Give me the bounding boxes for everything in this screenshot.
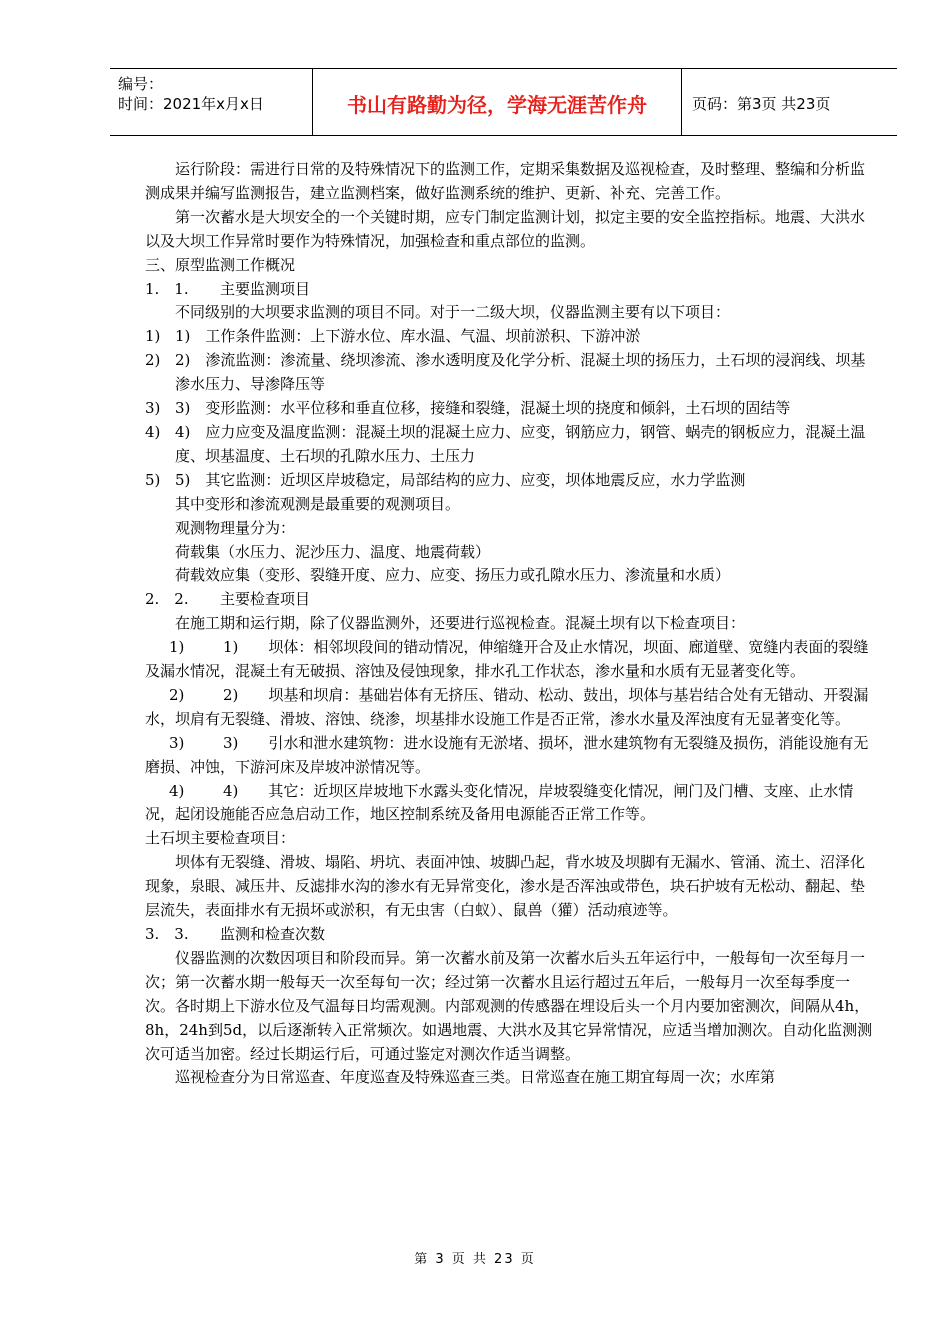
header-meta: [118, 74, 264, 114]
paragraph: 在施工期和运行期，除了仪器监测外，还要进行巡视检查。混凝土坝有以下检查项目：: [175, 614, 746, 633]
check-item-number: 3): [169, 733, 185, 752]
subsection-heading: [145, 923, 875, 947]
list-item-text: 5) 其它监测：近坝区岸坡稳定，局部结构的应力、应变，坝体地震反应，水力学监测: [175, 470, 746, 489]
subsection-heading: [145, 278, 875, 302]
subsection-number: 2. 2.: [145, 590, 189, 609]
paragraph: 荷载效应集（变形、裂缝开度、应力、应变、扬压力或孔隙水压力、渗流量和水质）: [175, 566, 731, 585]
subsection-title: 主要检查项目: [205, 590, 311, 609]
subsection-number: 1. 1.: [145, 279, 189, 298]
paragraph: 观测物理量分为：: [175, 518, 296, 537]
paragraph: 土石坝主要检查项目：: [145, 829, 296, 848]
subsection-number: 3. 3.: [145, 925, 189, 943]
check-item: [145, 684, 875, 732]
list-item-number: 1): [145, 327, 161, 346]
paragraph: 荷载集（水压力、泥沙压力、温度、地震荷载）: [175, 542, 491, 561]
header-table: [110, 68, 897, 136]
list-item-text: 3) 变形监测：水平位移和垂直位移，接缝和裂缝，混凝土坝的挠度和倾斜，土石坝的固结等: [175, 399, 791, 418]
check-item-text: 1) 坝体：相邻坝段间的错动情况，伸缩缝开合及止水情况，坝面、廊道壁、宽缝内表面的裂缝及漏水情况，混凝土有无破损、溶蚀及侵蚀现象，排水孔工作状态，渗水量和水质有无显著变化等。: [145, 638, 869, 681]
subsection-title: 主要监测项目: [205, 279, 311, 298]
list-item-number: 4): [145, 422, 161, 441]
check-item: [145, 732, 875, 780]
check-item-number: 1): [169, 638, 185, 657]
check-item: [145, 636, 875, 684]
list-item: [145, 325, 875, 349]
section-heading: 三、原型监测工作概况: [145, 255, 296, 274]
paragraph: 坝体有无裂缝、滑坡、塌陷、坍坑、表面冲蚀、坡脚凸起，背水坡及坝脚有无漏水、管涌、流土、沼泽化现象，泉眼、减压井、反滤排水沟的渗水有无异常变化，渗水是否浑浊或带色，块石护坡有无松动、翻起、垫层流失，表面排水有无损坏或淤积，有无虫害（白蚁）、鼠兽（獾）活动痕迹等。: [145, 853, 866, 920]
list-item: [145, 397, 875, 421]
list-item-number: 3): [145, 399, 161, 418]
header-motto: 书山有路勤为径，学海无涯苦作舟: [347, 93, 647, 117]
check-item-text: 2) 坝基和坝肩：基础岩体有无挤压、错动、松动、鼓出，坝体与基岩结合处有无错动、开裂漏水，坝肩有无裂缝、滑坡、溶蚀、绕渗，坝基排水设施工作是否正常，渗水水量及浑浊度有无显著变化等。: [145, 685, 869, 728]
check-item-text: 4) 其它：近坝区岸坡地下水露头变化情况，岸坡裂缝变化情况，闸门及门槽、支座、止水情况，起闭设施能否应急启动工作，地区控制系统及备用电源能否正常工作等。: [145, 781, 854, 824]
document-body: [145, 158, 875, 1090]
paragraph: 第一次蓄水是大坝安全的一个关键时期，应专门制定监测计划，拟定主要的安全监控指标。地震、大洪水以及大坝工作异常时要作为特殊情况，加强检查和重点部位的监测。: [145, 207, 866, 250]
header-page-info: 页码：第3页 共23页: [692, 95, 831, 113]
subsection-title: 监测和检查次数: [205, 925, 326, 943]
paragraph: 运行阶段：需进行日常的及特殊情况下的监测工作，定期采集数据及巡视检查，及时整理、整编和分析监测成果并编写监测报告，建立监测档案，做好监测系统的维护、更新、补充、完善工作。: [145, 160, 866, 202]
list-item-text: 4) 应力应变及温度监测：混凝土坝的混凝土应力、应变，钢筋应力，钢管、蜗壳的钢板应力，混凝土温度、坝基温度、土石坝的孔隙水压力、土压力: [175, 422, 866, 465]
paragraph: 不同级别的大坝要求监测的项目不同。对于一二级大坝，仪器监测主要有以下项目：: [175, 303, 731, 322]
list-item-text: 1) 工作条件监测：上下游水位、库水温、气温、坝前淤积、下游冲淤: [175, 327, 641, 346]
paragraph: 其中变形和渗流观测是最重要的观测项目。: [175, 494, 461, 513]
list-item: [145, 421, 875, 469]
check-item-number: 2): [169, 685, 185, 704]
list-item-text: 2) 渗流监测：渗流量、绕坝渗流、渗水透明度及化学分析、混凝土坝的扬压力，土石坝的浸润线、坝基渗水压力、导渗降压等: [175, 351, 866, 394]
subsection-heading: [145, 588, 875, 612]
check-item-text: 3) 引水和泄水建筑物：进水设施有无淤堵、损坏，泄水建筑物有无裂缝及损伤，消能设施有无磨损、冲蚀，下游河床及岸坡冲淤情况等。: [145, 733, 869, 776]
date-label: 时间：2021年x月x日: [118, 95, 264, 113]
paragraph: 巡视检查分为日常巡查、年度巡查及特殊巡查三类。日常巡查在施工期宜每周一次；水库第: [175, 1068, 776, 1087]
list-item-number: 2): [145, 351, 161, 370]
paragraph: 仪器监测的次数因项目和阶段而异。第一次蓄水前及第一次蓄水后头五年运行中，一般每旬一次至每月一次；第一次蓄水期一般每天一次至每旬一次；经过第一次蓄水且运行超过五年后，一般每月一次至每季度一次。各时期上下游水位及气温每日均需观测。内部观测的传感器在埋设后头一个月内要加密测次，间隔从4h，8h，24h到5d，以后逐渐转入正常频次。如遇地震、大洪水及其它异常情况，应适当增加测次。自动化监测测次可适当加密。经过长期运行后，可通过鉴定对测次作适当调整。: [145, 948, 873, 1063]
header-divider: [681, 69, 682, 135]
check-item: [145, 780, 875, 828]
list-item: [145, 469, 875, 493]
list-item: [145, 349, 875, 397]
check-item-number: 4): [169, 781, 185, 800]
page-footer: 第 3 页 共 23 页: [414, 1252, 536, 1267]
list-item-number: 5): [145, 470, 161, 489]
number-label: 编号：: [118, 75, 164, 93]
